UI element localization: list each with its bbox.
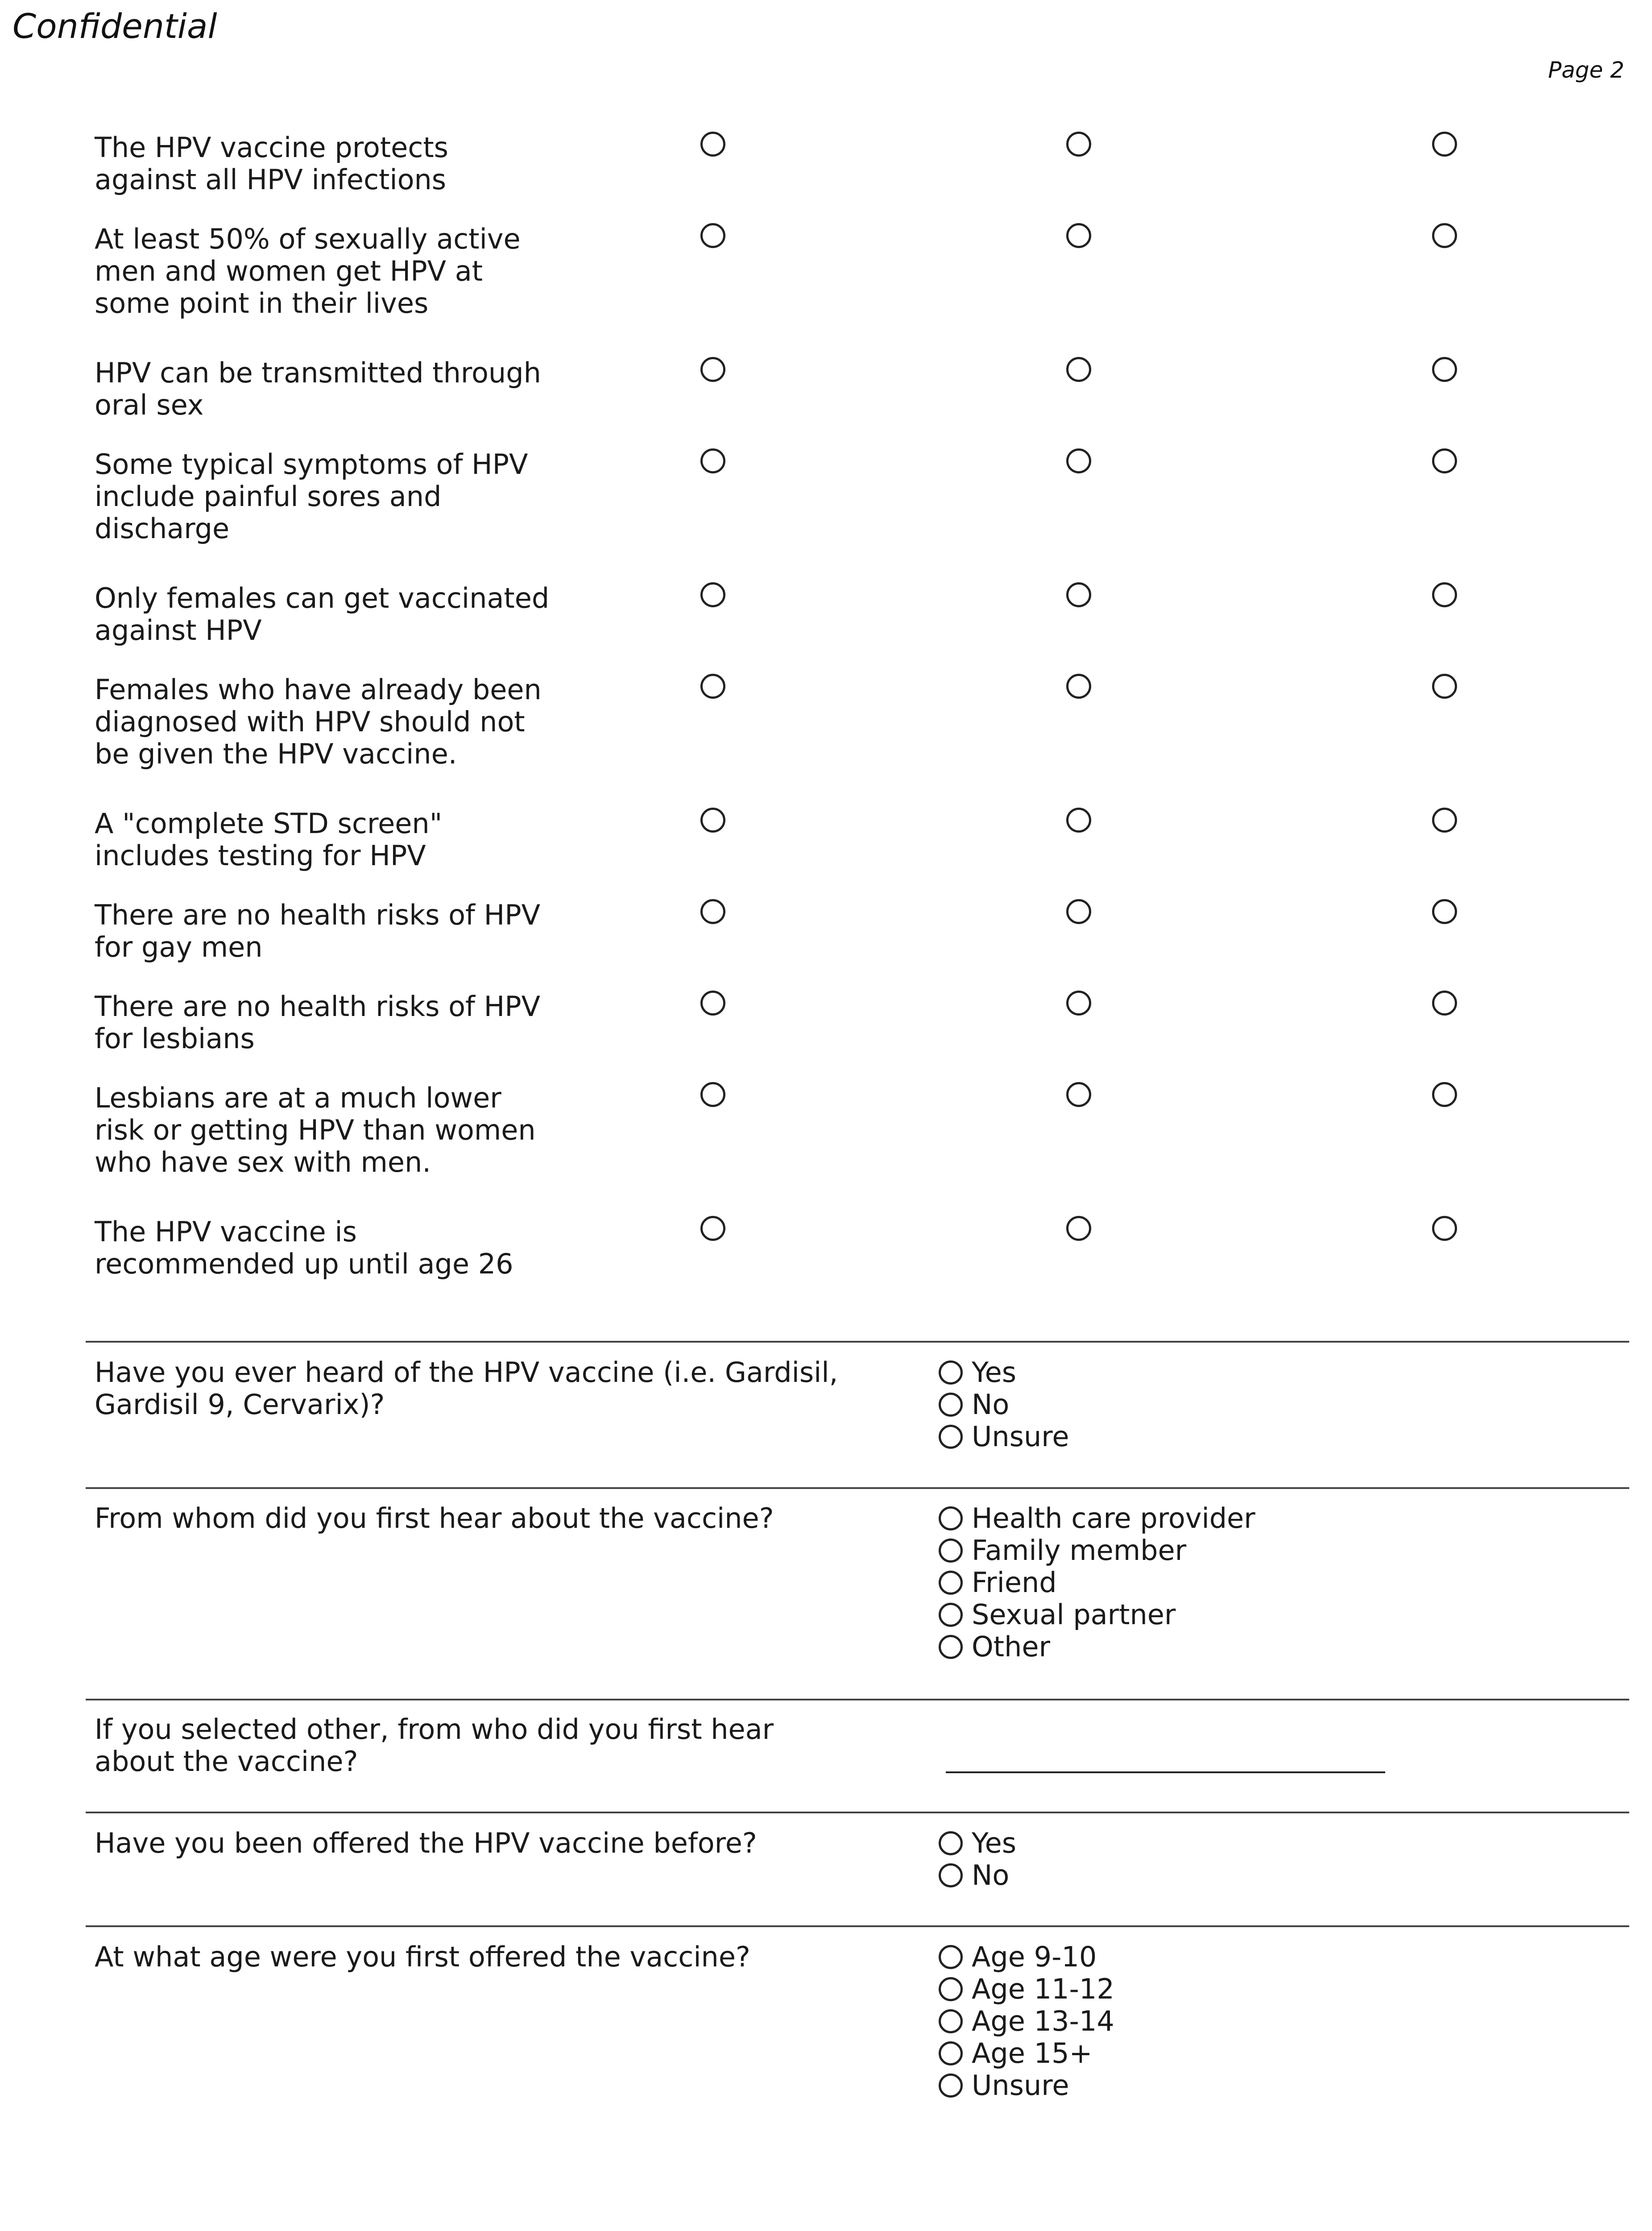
matrix-radio[interactable] — [700, 132, 725, 157]
question-offered-options — [939, 1827, 1016, 1891]
page-number: Page 2 — [1548, 57, 1624, 83]
divider — [86, 1812, 1629, 1813]
question-first-hear-options — [939, 1502, 1255, 1663]
option-label: Age 13-14 — [972, 2005, 1114, 2037]
divider — [86, 1341, 1629, 1343]
matrix-radio[interactable] — [1066, 448, 1091, 473]
radio-option[interactable] — [939, 1567, 1255, 1599]
matrix-radio[interactable] — [1066, 357, 1091, 382]
question-first-hear-label: From whom did you first hear about the vaccine? — [95, 1502, 774, 1534]
matrix-radio[interactable] — [1432, 674, 1457, 699]
option-label: Friend — [972, 1566, 1057, 1599]
matrix-radio[interactable] — [700, 223, 725, 248]
question-age-options — [939, 1941, 1114, 2102]
radio-icon[interactable] — [939, 1425, 963, 1449]
matrix-radio[interactable] — [1432, 1082, 1457, 1107]
matrix-radio[interactable] — [700, 1082, 725, 1107]
radio-icon[interactable] — [939, 1506, 963, 1530]
divider — [86, 1925, 1629, 1927]
matrix-radio[interactable] — [1432, 1216, 1457, 1241]
matrix-radio[interactable] — [1432, 582, 1457, 607]
matrix-radio[interactable] — [1432, 991, 1457, 1016]
option-label: Age 11-12 — [972, 1973, 1114, 2005]
matrix-radio[interactable] — [700, 357, 725, 382]
matrix-radio[interactable] — [1432, 448, 1457, 473]
matrix-radio[interactable] — [1432, 132, 1457, 157]
option-label: Age 9-10 — [972, 1941, 1097, 1973]
radio-icon[interactable] — [939, 1831, 963, 1855]
matrix-radio[interactable] — [700, 991, 725, 1016]
matrix-radio[interactable] — [700, 674, 725, 699]
question-heard-options — [939, 1356, 1069, 1453]
radio-icon[interactable] — [939, 1635, 963, 1659]
matrix-row-label: The HPV vaccine protects against all HPV infections — [95, 131, 448, 196]
matrix-radio[interactable] — [1432, 899, 1457, 924]
matrix-row-label: There are no health risks of HPV for lesbians — [95, 990, 540, 1055]
matrix-radio[interactable] — [1066, 582, 1091, 607]
radio-option[interactable] — [939, 1389, 1069, 1421]
radio-option[interactable] — [939, 1502, 1255, 1534]
matrix-row-label: At least 50% of sexually active men and women get HPV at some point in their lives — [95, 223, 521, 319]
matrix-radio[interactable] — [1432, 357, 1457, 382]
option-label: Health care provider — [972, 1502, 1255, 1534]
radio-icon[interactable] — [939, 1393, 963, 1417]
matrix-radio[interactable] — [1066, 1216, 1091, 1241]
question-other-label: If you selected other, from who did you first hear about the vaccine? — [95, 1713, 774, 1778]
question-offered-label: Have you been offered the HPV vaccine before? — [95, 1827, 757, 1859]
matrix-radio[interactable] — [700, 448, 725, 473]
matrix-radio[interactable] — [700, 582, 725, 607]
option-label: Unsure — [972, 2069, 1069, 2102]
radio-icon[interactable] — [939, 1945, 963, 1969]
option-label: Other — [972, 1630, 1051, 1663]
radio-option[interactable] — [939, 1827, 1016, 1859]
matrix-radio[interactable] — [1066, 991, 1091, 1016]
radio-option[interactable] — [939, 1356, 1069, 1389]
radio-icon[interactable] — [939, 1538, 963, 1563]
question-heard-label: Have you ever heard of the HPV vaccine (i.e. Gardisil, Gardisil 9, Cervarix)? — [95, 1356, 838, 1421]
matrix-radio[interactable] — [700, 808, 725, 833]
option-label: Sexual partner — [972, 1598, 1176, 1631]
matrix-radio[interactable] — [1066, 808, 1091, 833]
matrix-radio[interactable] — [1066, 1082, 1091, 1107]
matrix-row-label: A "complete STD screen" includes testing for HPV — [95, 807, 443, 872]
option-label: No — [972, 1388, 1010, 1421]
matrix-row-label: HPV can be transmitted through oral sex — [95, 357, 541, 421]
option-label: Age 15+ — [972, 2037, 1093, 2069]
radio-icon[interactable] — [939, 2073, 963, 2098]
radio-icon[interactable] — [939, 1571, 963, 1595]
matrix-row-label: The HPV vaccine is recommended up until age 26 — [95, 1215, 513, 1280]
matrix-row-label: Only females can get vaccinated against HPV — [95, 582, 550, 647]
radio-option[interactable] — [939, 1599, 1255, 1631]
matrix-radio[interactable] — [700, 899, 725, 924]
radio-option[interactable] — [939, 2037, 1114, 2069]
matrix-radio[interactable] — [700, 1216, 725, 1241]
radio-icon[interactable] — [939, 1977, 963, 2001]
matrix-radio[interactable] — [1066, 674, 1091, 699]
divider — [86, 1487, 1629, 1489]
option-label: Yes — [972, 1356, 1017, 1389]
radio-option[interactable] — [939, 1859, 1016, 1891]
radio-icon[interactable] — [939, 2009, 963, 2033]
radio-option[interactable] — [939, 1534, 1255, 1567]
matrix-row-label: Females who have already been diagnosed with HPV should not be given the HPV vaccine. — [95, 673, 542, 770]
radio-option[interactable] — [939, 1631, 1255, 1663]
matrix-radio[interactable] — [1066, 132, 1091, 157]
radio-option[interactable] — [939, 1421, 1069, 1453]
radio-option[interactable] — [939, 2005, 1114, 2037]
other-text-field[interactable] — [946, 1771, 1385, 1773]
radio-option[interactable] — [939, 1941, 1114, 1973]
matrix-radio[interactable] — [1432, 808, 1457, 833]
question-age-label: At what age were you first offered the vaccine? — [95, 1941, 750, 1973]
option-label: Yes — [972, 1827, 1017, 1859]
confidential-label: Confidential — [12, 6, 217, 46]
radio-icon[interactable] — [939, 1360, 963, 1385]
matrix-radio[interactable] — [1066, 899, 1091, 924]
matrix-row-label: Some typical symptoms of HPV include painful sores and discharge — [95, 448, 528, 545]
matrix-row-label: Lesbians are at a much lower risk or getting HPV than women who have sex with men. — [95, 1082, 536, 1178]
option-label: Unsure — [972, 1420, 1069, 1453]
radio-icon[interactable] — [939, 1603, 963, 1627]
matrix-radio[interactable] — [1432, 223, 1457, 248]
matrix-radio[interactable] — [1066, 223, 1091, 248]
radio-option[interactable] — [939, 2069, 1114, 2102]
matrix-row-label: There are no health risks of HPV for gay men — [95, 899, 540, 963]
divider — [86, 1699, 1629, 1700]
option-label: Family member — [972, 1534, 1187, 1567]
radio-icon[interactable] — [939, 2041, 963, 2065]
option-label: No — [972, 1859, 1010, 1891]
radio-option[interactable] — [939, 1973, 1114, 2005]
radio-icon[interactable] — [939, 1863, 963, 1887]
